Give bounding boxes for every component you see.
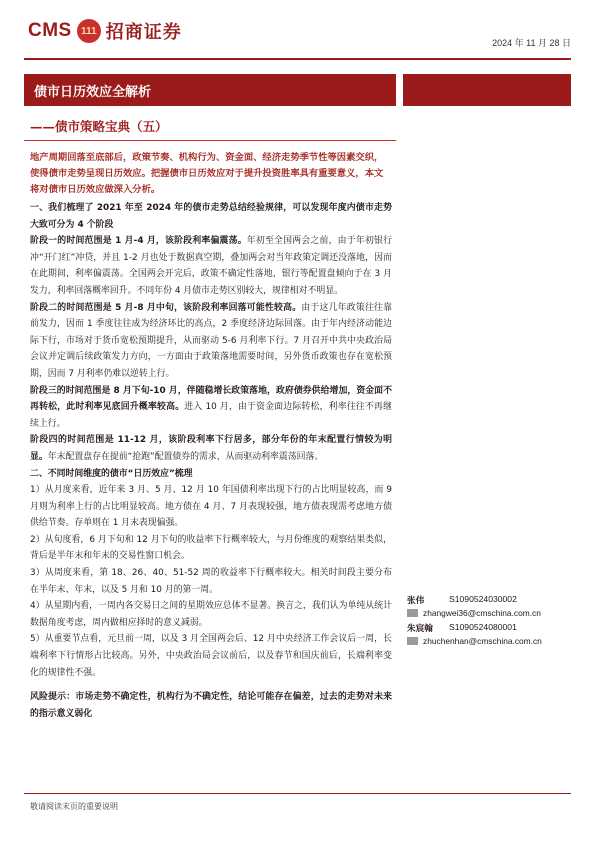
header-divider bbox=[24, 58, 571, 60]
footer-disclaimer-note: 敬请阅读末页的重要说明 bbox=[30, 802, 118, 811]
report-date: 2024 年 11 月 28 日 bbox=[492, 38, 571, 48]
logo-text: CMS bbox=[28, 20, 72, 41]
list-item-ten-day: 2）从旬度看，6 月下旬和 12 月下旬的收益率下行概率较大，与月份维度的观察结果类似，背后是半年末和年末的交易性窗口机会。 bbox=[30, 534, 392, 562]
risk-label: 风险提示： bbox=[30, 692, 76, 703]
stage-2-lead: 阶段二的时间范围是 5 月-8 月中旬，该阶段利率回落可能性较高。 bbox=[30, 302, 302, 313]
summary-paragraph: 地产周期回落至底部后，政策节奏、机构行为、资金面、经济走势季节性等因素交织，使得债市走势呈现日历效应。把握债市日历效应对于提升投资胜率具有重要意义，本文将对债市日历效应做深入分析。 bbox=[30, 152, 384, 195]
analyst-name: 张伟 bbox=[407, 596, 425, 606]
risk-text: 市场走势不确定性，机构行为不确定性，结论可能存在偏差，过去的走势对未来的指示意义弱化 bbox=[30, 692, 393, 719]
section-2-heading: 二、不同时间维度的债市“日历效应”梳理 bbox=[30, 468, 193, 479]
stage-3-paragraph bbox=[30, 383, 392, 433]
analyst-email-row bbox=[407, 636, 567, 646]
analyst-license: S1090524030002 bbox=[449, 594, 517, 604]
risk-warning bbox=[30, 689, 392, 722]
analyst-email-row bbox=[407, 608, 567, 618]
stage-3-text: 进入 10 月，由于资金面边际转松，利率往往不再继续上行。 bbox=[30, 402, 392, 429]
company-logo bbox=[28, 16, 182, 46]
analyst-name: 朱宸翰 bbox=[407, 624, 433, 634]
title-banner bbox=[24, 74, 396, 106]
title-banner-side bbox=[403, 74, 571, 106]
analyst-email[interactable]: zhangwei36@cmschina.com.cn bbox=[423, 608, 541, 618]
section-1-heading: 一、我们梳理了 2021 年至 2024 年的债市走势总结经验规律，可以发现年度内债市走势大致可分为 4 个阶段 bbox=[30, 203, 392, 230]
stage-3-lead: 阶段三的时间范围是 8 月下旬-10 月，伴随稳增长政策落地，政府债券供给增加，资金面不再转松，此时利率见底回升概率较高。 bbox=[30, 385, 392, 413]
stage-4-paragraph bbox=[30, 432, 392, 465]
stage-2-text: 由于这几年政策往往靠前发力，因而 1 季度往往成为经济环比的高点，2 季度经济边际回落。由于年内经济动能边际下行，市场对于货币宽松预期提升，从而驱动 5-6 月利率下行。7 月召开中共中央政治局会议并定调后续政策发力方向，一方面由于政策落地需要时间，另外货币政策也存在宽松预期，因而 7 月利率仍难以逆转上行。 bbox=[30, 302, 392, 379]
report-body bbox=[30, 200, 392, 722]
stage-1-paragraph bbox=[30, 233, 392, 299]
stage-4-lead: 阶段四的时间范围是 11-12 月，该阶段利率下行居多，部分年份的年末配置行情较为明显。 bbox=[30, 435, 392, 462]
list-item-key-dates: 5）从重要节点看，元旦前一周，以及 3 月全国两会后、12 月中央经济工作会议后一周，长端利率下行情形占比较高。另外，中央政治局会议前后，以及春节和国庆前后，长端利率变化的规律性不强。 bbox=[30, 634, 392, 678]
logo-mark-icon: 111 bbox=[77, 19, 101, 43]
list-item-monthly: 1）从月度来看，近年来 3 月、5 月、12 月 10 年国债利率出现下行的占比明显较高，而 9 月则为利率上行的占比明显较高。地方债在 4 月、7 月表现较强，地方债表现需考虑地方债供给节奏。存单则在 1 月末表现偏强。 bbox=[30, 485, 392, 529]
list-item-weekly: 3）从周度来看，第 18、26、40、51-52 周的收益率下行概率较大。相关时间段主要分布在半年末、年末，以及 5 月和 10 月的第一周。 bbox=[30, 568, 392, 595]
analyst-license: S1090524080001 bbox=[449, 622, 517, 632]
list-item-weekday: 4）从星期内看，一周内各交易日之间的星期效应总体不显著。换言之，我们认为单纯从统计数据角度考虑，周内做相应择时的意义减弱。 bbox=[30, 601, 392, 628]
mail-icon bbox=[407, 609, 418, 617]
mail-icon bbox=[407, 637, 418, 645]
stage-4-text: 年末配置盘存在提前“抢跑”配置债券的需求，从而驱动利率震荡回落。 bbox=[47, 451, 324, 462]
report-subtitle: ——债市策略宝典（五） bbox=[30, 119, 168, 134]
subtitle-divider bbox=[24, 140, 396, 141]
footer-divider bbox=[24, 793, 571, 794]
stage-1-text: 年初至全国两会之前，由于年初银行冲“开门红”冲贷，并且 1-2 月也处于数据真空期，叠加两会对当年政策定调还没落地，因而在此期间，利率偏震荡。全国两会开完后，政策不确定性落地，银行等配置盘倾向于在 3 月发力，利率回落概率回升。不同年份 4 月债市走势区别较大，规律相对不明显。 bbox=[30, 236, 392, 296]
report-title: 债市日历效应全解析 bbox=[34, 85, 152, 100]
stage-2-paragraph bbox=[30, 300, 392, 383]
stage-1-lead: 阶段一的时间范围是 1 月-4 月，该阶段利率偏震荡。 bbox=[30, 236, 247, 247]
analyst-email[interactable]: zhuchenhan@cmschina.com.cn bbox=[423, 636, 542, 646]
logo-chinese-name: 招商证券 bbox=[105, 22, 182, 43]
